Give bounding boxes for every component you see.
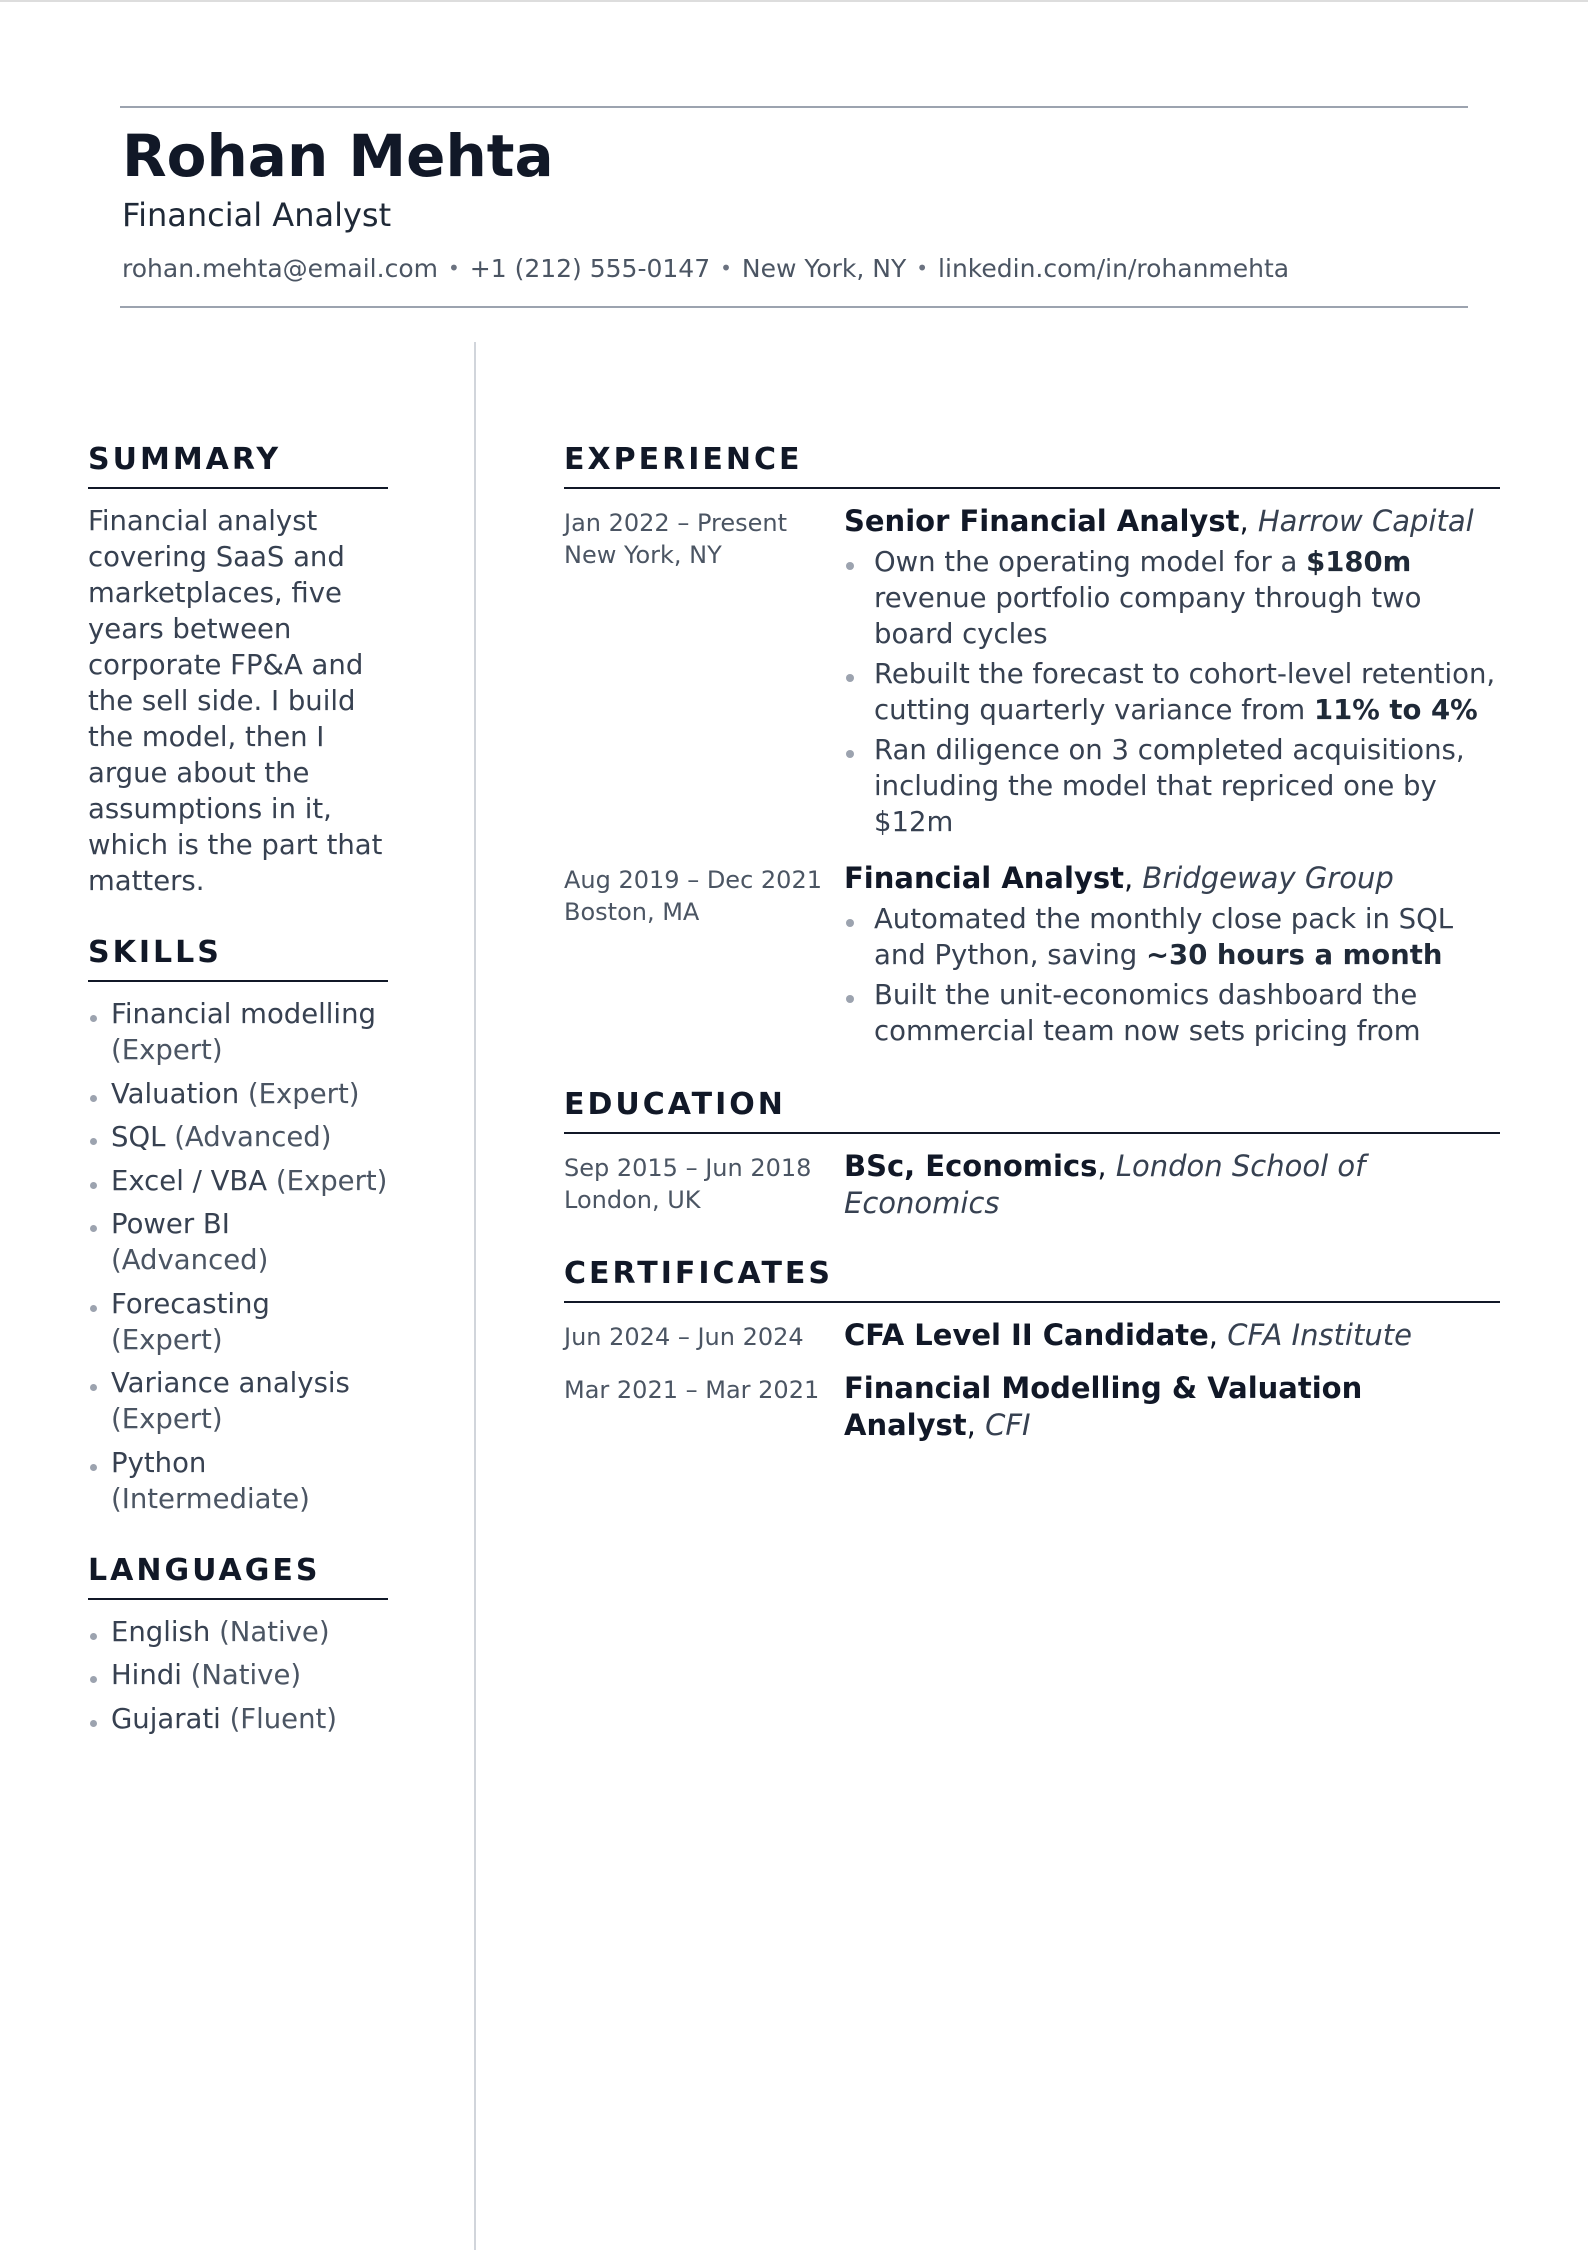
right-column: [564, 442, 1500, 1478]
entry-meta: [564, 503, 844, 844]
skill-level: (Expert): [247, 1077, 360, 1110]
bullet-text: Own the operating model for a: [874, 546, 1307, 578]
language-name: Gujarati: [111, 1702, 221, 1735]
entry-body: [844, 1148, 1500, 1222]
contact-linkedin: linkedin.com/in/rohanmehta: [938, 254, 1290, 283]
bullet-highlight: ~30 hours a month: [1146, 939, 1443, 971]
entry-heading: CFA Level II Candidate, CFA Institute: [844, 1318, 1412, 1352]
entry-meta: [564, 1148, 844, 1222]
experience-section: [564, 442, 1500, 1053]
job-organization: Harrow Capital: [1257, 504, 1474, 538]
entry-dates: Sep 2015 – Jun 2018: [564, 1154, 812, 1182]
entry-body: [844, 1370, 1500, 1444]
candidate-role: Financial Analyst: [122, 196, 392, 234]
entry-dates: Jun 2024 – Jun 2024: [564, 1323, 804, 1351]
certificates-heading: CERTIFICATES: [564, 1256, 1500, 1303]
skill-level: (Expert): [111, 1403, 223, 1435]
language-level: (Fluent): [229, 1702, 338, 1735]
bullet-item: [844, 732, 1500, 840]
experience-heading: EXPERIENCE: [564, 442, 1500, 489]
skill-name: Financial modelling: [111, 998, 376, 1030]
certificate-entry: [564, 1370, 1500, 1444]
bullet-text: Automated the monthly close pack in SQL and Python, saving: [874, 903, 1454, 971]
bullet-text: Rebuilt the forecast to cohort-level retention, cutting quarterly variance from: [874, 658, 1496, 726]
education-entry: [564, 1148, 1500, 1222]
entry-heading: Financial Modelling & Valuation Analyst, CFI: [844, 1371, 1363, 1442]
skill-item: [88, 1119, 388, 1155]
entry-body: [844, 503, 1500, 844]
bullet-highlight: $180m: [1306, 546, 1412, 578]
entry-location: London, UK: [564, 1186, 701, 1214]
skill-name: SQL: [111, 1121, 166, 1153]
contact-line: [122, 254, 1289, 283]
certificate-entry: [564, 1317, 1500, 1354]
language-item: [88, 1701, 388, 1737]
bullet-text: revenue portfolio company through two board cycles: [874, 582, 1422, 650]
entry-dates: Mar 2021 – Mar 2021: [564, 1376, 820, 1404]
entry-dates: Jan 2022 – Present: [564, 509, 788, 537]
entry-location: New York, NY: [564, 541, 722, 569]
languages-heading: LANGUAGES: [88, 1553, 388, 1600]
skill-level: (Advanced): [174, 1121, 332, 1153]
experience-entry: [564, 860, 1500, 1053]
skill-level: (Advanced): [111, 1244, 269, 1276]
skill-item: [88, 1365, 388, 1437]
skill-item: [88, 996, 388, 1068]
job-title: Senior Financial Analyst: [844, 504, 1240, 538]
skill-level: (Expert): [111, 1034, 223, 1066]
skill-name: Variance analysis: [111, 1367, 350, 1399]
summary-text: Financial analyst covering SaaS and marketplaces, five years between corporate FP&A and the sell side. I build the model, then I argue about the assumptions in it, which is the part that matters.: [88, 505, 383, 897]
certificate-issuer: CFA Institute: [1227, 1318, 1412, 1352]
skill-name: Python: [111, 1446, 207, 1479]
languages-list: [88, 1614, 388, 1737]
skill-item: [88, 1286, 388, 1358]
certificates-section: [564, 1256, 1500, 1444]
certificate-title: CFA Level II Candidate: [844, 1318, 1209, 1352]
entry-body: [844, 860, 1500, 1053]
entry-bullets: [844, 544, 1500, 840]
skill-name: Forecasting: [111, 1287, 270, 1320]
degree-title: BSc, Economics: [844, 1149, 1098, 1183]
skill-item: [88, 1445, 388, 1517]
skill-name: Valuation: [111, 1077, 240, 1110]
entry-heading: BSc, Economics, London School of Economics: [844, 1149, 1366, 1220]
skills-heading: SKILLS: [88, 935, 388, 982]
contact-separator: •: [916, 256, 929, 280]
left-column: [88, 442, 388, 1773]
bullet-highlight: 11% to 4%: [1313, 694, 1478, 726]
bullet-item: [844, 544, 1500, 652]
skill-level: (Expert): [275, 1164, 388, 1197]
entry-dates: Aug 2019 – Dec 2021: [564, 866, 822, 894]
column-divider: [474, 342, 476, 2250]
bullet-text: Built the unit-economics dashboard the commercial team now sets pricing from: [874, 979, 1421, 1047]
entry-heading: Financial Analyst, Bridgeway Group: [844, 861, 1394, 895]
job-organization: Bridgeway Group: [1142, 861, 1394, 895]
skill-item: [88, 1163, 388, 1199]
entry-meta: [564, 860, 844, 1053]
skill-item: [88, 1206, 388, 1278]
skill-level: (Intermediate): [111, 1482, 310, 1515]
resume-header: [120, 106, 1468, 308]
skills-list: [88, 996, 388, 1517]
language-name: English: [111, 1615, 211, 1648]
job-title: Financial Analyst: [844, 861, 1124, 895]
entry-bullets: [844, 901, 1500, 1049]
institution: London School of Economics: [844, 1149, 1366, 1220]
language-level: (Native): [190, 1659, 302, 1691]
skill-level: (Expert): [111, 1323, 223, 1356]
entry-location: Boston, MA: [564, 898, 700, 926]
bullet-text: Ran diligence on 3 completed acquisitions, including the model that repriced one by $12m: [874, 734, 1465, 838]
entry-heading: Senior Financial Analyst, Harrow Capital: [844, 504, 1474, 538]
candidate-name: Rohan Mehta: [122, 122, 554, 190]
certificate-title: Financial Modelling & Valuation Analyst: [844, 1371, 1363, 1442]
entry-body: [844, 1317, 1500, 1354]
education-section: [564, 1087, 1500, 1222]
bullet-item: [844, 901, 1500, 973]
contact-location: New York, NY: [741, 254, 907, 283]
skill-name: Excel / VBA: [111, 1164, 268, 1197]
education-heading: EDUCATION: [564, 1087, 1500, 1134]
contact-email: rohan.mehta@email.com: [122, 254, 438, 283]
language-level: (Native): [219, 1615, 330, 1648]
summary-heading: SUMMARY: [88, 442, 388, 489]
certificate-issuer: CFI: [985, 1408, 1031, 1442]
contact-separator: •: [447, 256, 460, 280]
language-item: [88, 1657, 388, 1693]
bullet-item: [844, 977, 1500, 1049]
language-name: Hindi: [111, 1659, 182, 1691]
contact-separator: •: [720, 256, 732, 280]
skill-name: Power BI: [111, 1208, 230, 1240]
language-item: [88, 1614, 388, 1650]
contact-phone: +1 (212) 555-0147: [469, 254, 711, 283]
experience-entry: [564, 503, 1500, 844]
skill-item: [88, 1076, 388, 1112]
bullet-item: [844, 656, 1500, 728]
